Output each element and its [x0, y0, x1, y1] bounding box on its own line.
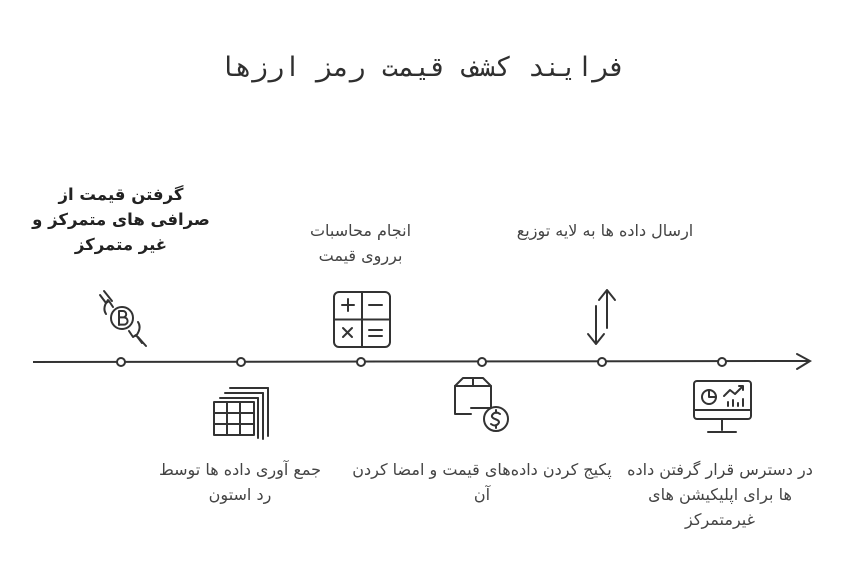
- table-stack-icon: [214, 388, 268, 439]
- package-dollar-icon: [455, 378, 508, 431]
- up-down-arrows-icon: [588, 290, 615, 344]
- timeline-dot: [478, 358, 486, 366]
- step-1-label: گرفتن قیمت از صرافی های متمرکز و غیر متمرکز: [32, 185, 210, 254]
- timeline-line: [33, 361, 808, 362]
- timeline-dot: [598, 358, 606, 366]
- timeline-dot: [357, 358, 365, 366]
- monitor-chart-icon: [694, 381, 751, 432]
- bitcoin-hand-icon: [100, 291, 146, 346]
- step-6-label: در دسترس قرار گرفتن داده ها برای اپلیکیشن های غیرمتمرکز: [627, 460, 813, 529]
- calculator-icon: [334, 292, 390, 347]
- step-3-label: انجام محاسبات برروی قیمت: [309, 221, 412, 265]
- step-5-label: ارسال داده ها به لایه توزیع: [516, 221, 694, 240]
- timeline-dot: [718, 358, 726, 366]
- diagram-title: فرایند کشف قیمت رمز ارزها: [219, 52, 626, 83]
- timeline-dot: [117, 358, 125, 366]
- step-4-label: پکیج کردن داده‌های قیمت و امضا کردن آن: [352, 460, 612, 504]
- timeline-dot: [237, 358, 245, 366]
- step-2-label: جمع آوری داده ها توسط رد استون: [158, 460, 322, 504]
